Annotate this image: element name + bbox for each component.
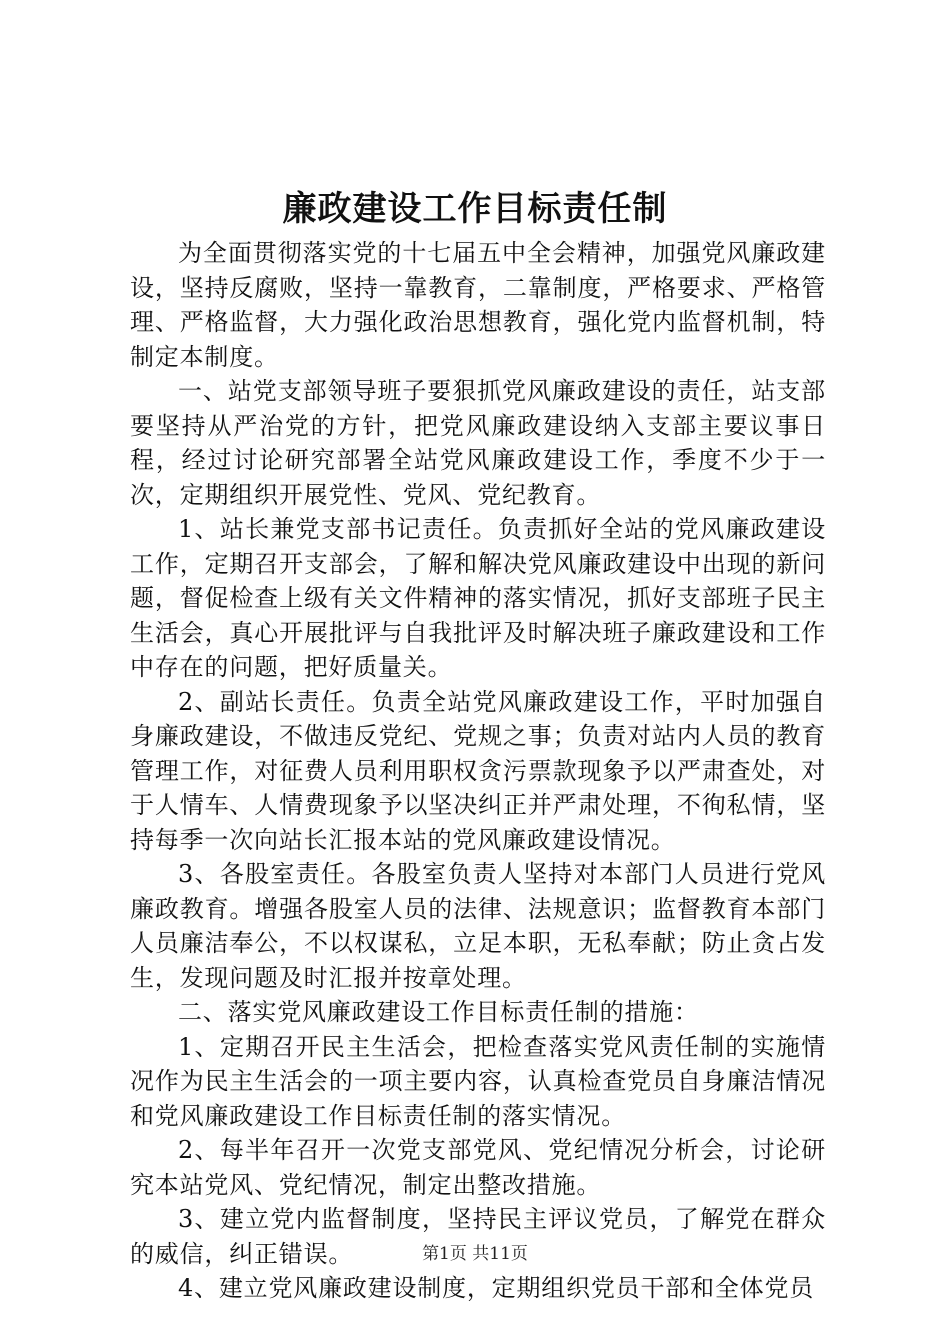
paragraph-item-2-4: 4、建立党风廉政建设制度，定期组织党员干部和全体党员 — [178, 1274, 815, 1302]
paragraph-section-2: 二、落实党风廉政建设工作目标责任制的措施： — [178, 998, 699, 1026]
paragraph-section-1: 一、站党支部领导班子要狠抓党风廉政建设的责任，站支部要坚持从严治党的方针，把党风廉政建设纳入支部主要议事日程，经过讨论研究部署全站党风廉政建设工作，季度不少于一次，定期组织开展党性、党风、党纪教育。 — [130, 377, 826, 509]
paragraph-item-2-3: 3、建立党内监督制度，坚持民主评议党员，了解党在群众的威信，纠正错误。 — [130, 1205, 826, 1268]
paragraph-item-1-1: 1、站长兼党支部书记责任。负责抓好全站的党风廉政建设工作，定期召开支部会，了解和解决党风廉政建设中出现的新问题，督促检查上级有关文件精神的落实情况，抓好支部班子民主生活会，真心开展批评与自我批评及时解决班子廉政建设和工作中存在的问题，把好质量关。 — [130, 515, 826, 681]
paragraph-item-2-2: 2、每半年召开一次党支部党风、党纪情况分析会，讨论研究本站党风、党纪情况，制定出整改措施。 — [130, 1136, 826, 1199]
paragraph-intro: 为全面贯彻落实党的十七届五中全会精神，加强党风廉政建设，坚持反腐败，坚持一靠教育，二靠制度，严格要求、严格管理、严格监督，大力强化政治思想教育，强化党内监督机制，特制定本制度。 — [130, 239, 826, 371]
page-number-indicator: 第1页 共11页 — [422, 1244, 528, 1264]
document-title: 廉政建设工作目标责任制 — [282, 189, 668, 229]
paragraph-item-1-2: 2、副站长责任。负责全站党风廉政建设工作，平时加强自身廉政建设，不做违反党纪、党规之事；负责对站内人员的教育管理工作，对征费人员利用职权贪污票款现象予以严肃查处，对于人情车、人情费现象予以坚决纠正并严肃处理，不徇私情，坚持每季一次向站长汇报本站的党风廉政建设情况。 — [130, 687, 826, 854]
paragraph-item-2-1: 1、定期召开民主生活会，把检查落实党风责任制的实施情况作为民主生活会的一项主要内容，认真检查党员自身廉洁情况和党风廉政建设工作目标责任制的落实情况。 — [130, 1032, 826, 1130]
document-body — [130, 236, 826, 1306]
paragraph-item-1-3: 3、各股室责任。各股室负责人坚持对本部门人员进行党风廉政教育。增强各股室人员的法律、法规意识；监督教育本部门人员廉洁奉公，不以权谋私，立足本职，无私奉献；防止贪占发生，发现问题及时汇报并按章处理。 — [130, 860, 826, 992]
